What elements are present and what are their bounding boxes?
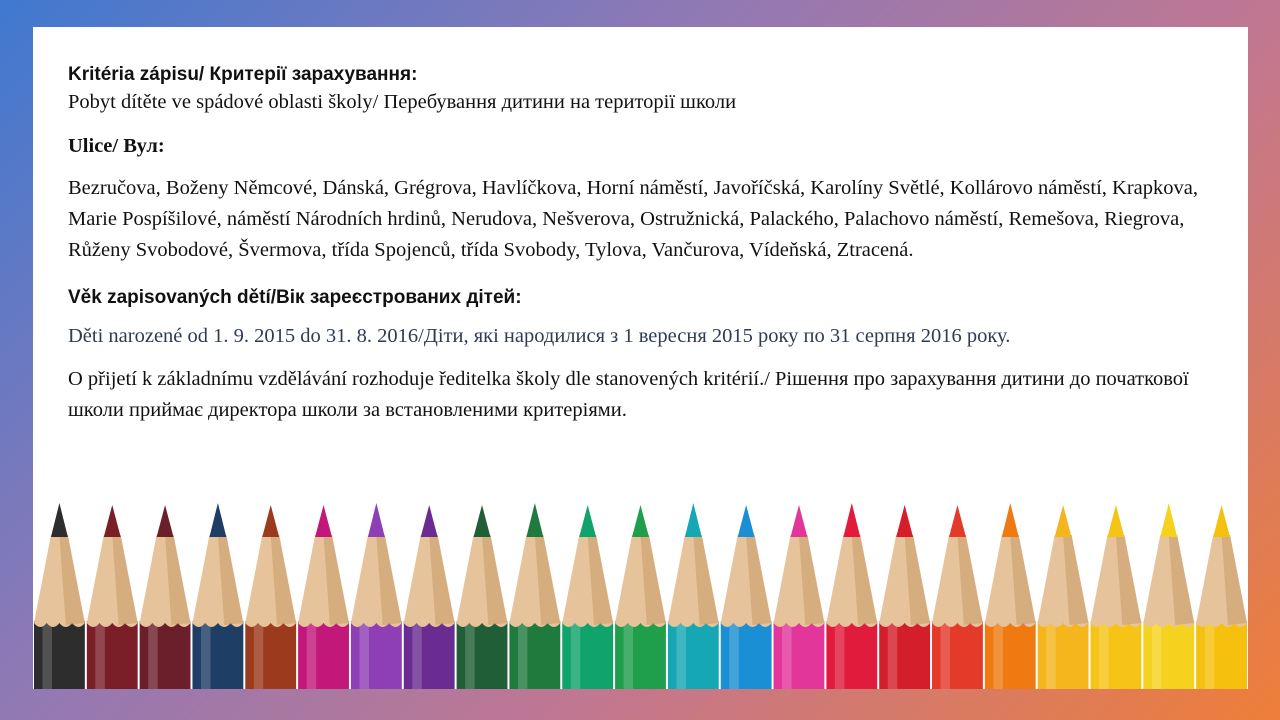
pencil	[457, 505, 508, 689]
pencil	[774, 505, 825, 689]
pencil	[562, 505, 613, 689]
pencil	[87, 505, 138, 689]
age-text: Děti narozené od 1. 9. 2015 do 31. 8. 2016/Діти, які народилися з 1 вересня 2015 року по 31 серпня 2016 року.	[68, 325, 1011, 347]
pencil	[879, 505, 930, 689]
pencil	[985, 503, 1036, 689]
criteria-text: Pobyt dítěte ve spádové oblasti školy/ Перебування дитини на території школи	[68, 91, 737, 113]
streets-text: Bezručova, Boženy Němcové, Dánská, Grégrova, Havlíčkova, Horní náměstí, Javoříčská, Karolíny Světlé, Kollárovo náměstí, Krapkova, Marie Pospíšilové, náměstí Národních hrdinů, Nerudova, Nešverova, Ostružnická, Palackého, Palachovo náměstí, Remešova, Riegrova, Růženy Svobodové, Švermova, třída Spojenců, třída Svobody, Tylova, Vančurova, Vídeňská, Ztracená.	[68, 177, 1199, 261]
pencil	[1038, 505, 1089, 689]
pencil	[668, 503, 719, 689]
decision-text: O přijetí k základnímu vzdělávání rozhoduje ředitelka školy dle stanovených kritérií./ Рішення про зарахування дитини до початкової школи приймає директора школи за встановленими критеріями.	[68, 368, 1189, 421]
pencil	[509, 503, 560, 689]
streets-heading: Ulice/ Вул:	[68, 135, 165, 157]
pencil	[615, 505, 666, 689]
slide	[33, 27, 1248, 689]
age-heading: Věk zapisovaných dětí/Вік зареєстрованих дітей:	[68, 287, 522, 308]
content	[68, 62, 1218, 426]
pencil	[245, 505, 296, 689]
criteria-heading: Kritéria zápisu/ Критерії зарахування:	[68, 64, 418, 85]
pencil	[1196, 505, 1247, 689]
pencil	[140, 505, 191, 689]
pencil	[721, 505, 772, 689]
pencil	[1091, 505, 1142, 689]
pencil	[404, 505, 455, 689]
pencil	[192, 503, 243, 689]
pencil	[298, 505, 349, 689]
colored-pencils-image	[33, 503, 1248, 689]
pencil	[1143, 503, 1194, 689]
pencil	[351, 503, 402, 689]
pencil	[34, 503, 85, 689]
pencil	[932, 505, 983, 689]
pencil	[826, 503, 877, 689]
